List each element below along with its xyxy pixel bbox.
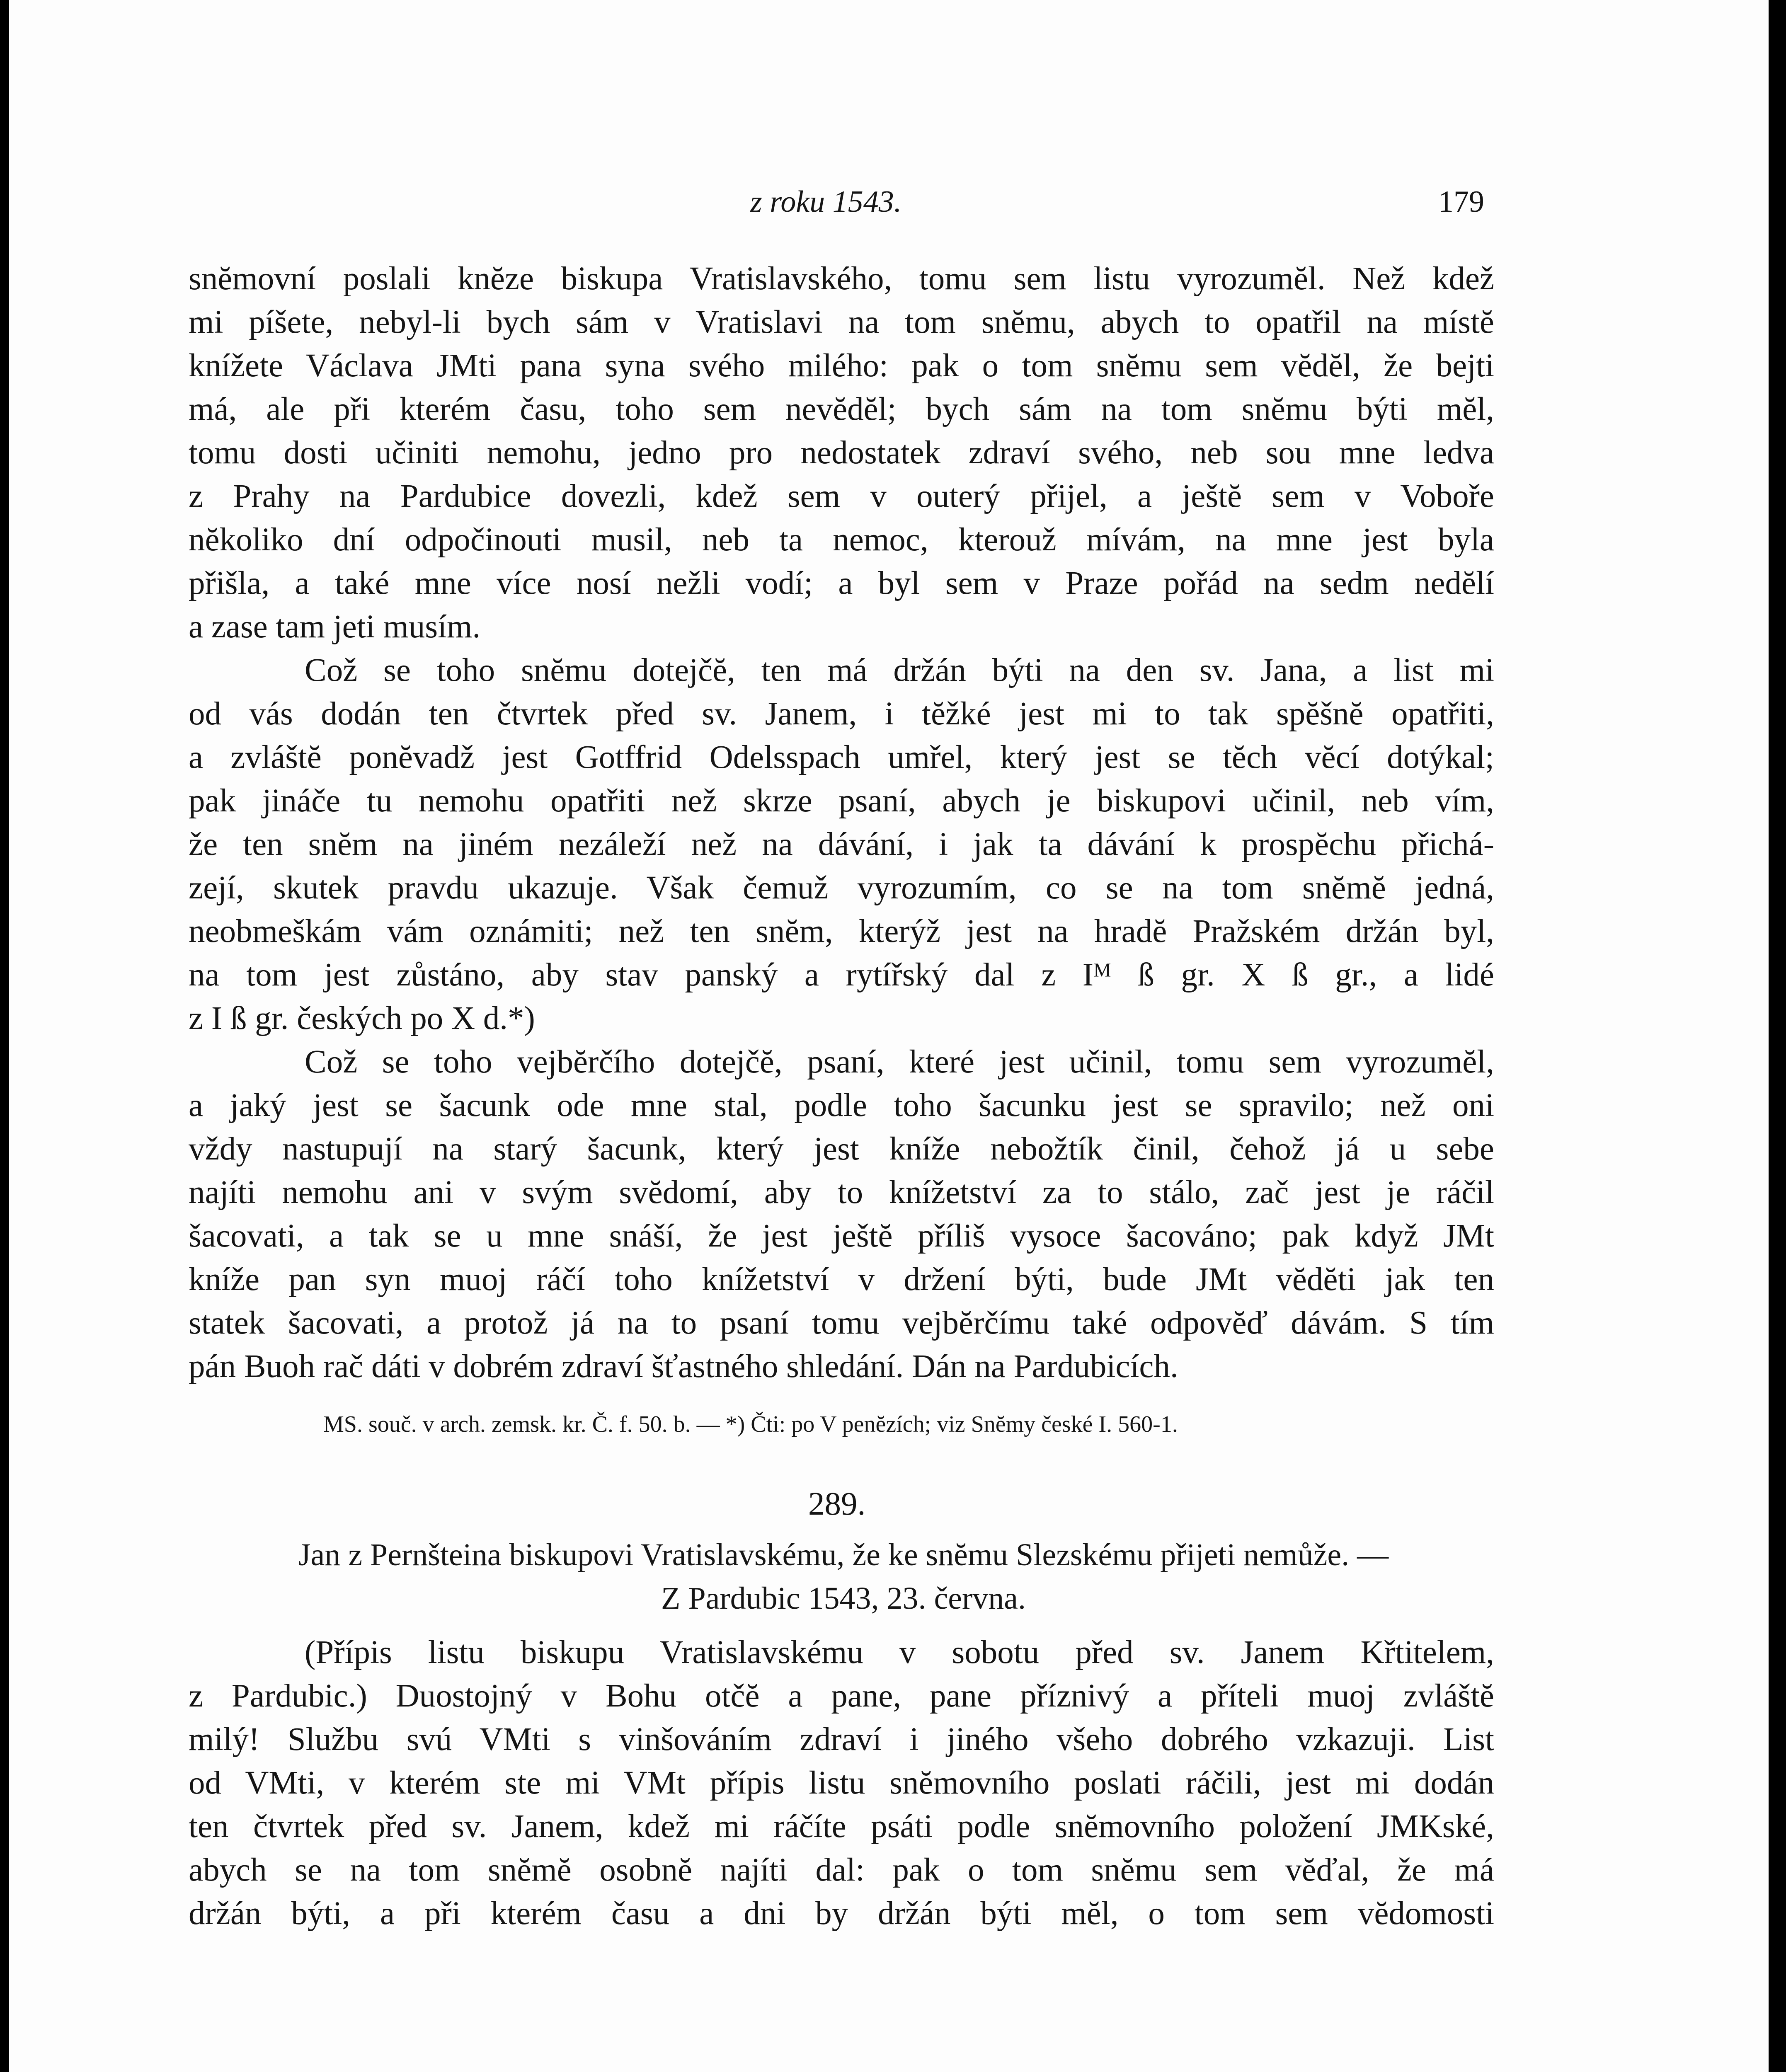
paragraph-lines <box>189 1040 1494 1388</box>
scan-border-right <box>1769 0 1786 2072</box>
source-footnote: MS. souč. v arch. zemsk. kr. Č. f. 50. b. — *) Čti: po V penĕzích; viz Snĕmy české I. 560-1. <box>323 1411 1178 1437</box>
text-line: pán Buoh rač dáti v dobrém zdraví šťastného shledání. Dán na Pardubicích. <box>189 1348 1178 1385</box>
paragraph-lines <box>189 649 1494 1040</box>
text-line: nĕkoliko dní odpočinouti musil, neb ta nemoc, kterouž mívám, na mne jest byla <box>189 522 1494 558</box>
text-line: na tom jest zůstáno, aby stav panský a rytířský dal z Iᴹ ß gr. X ß gr., a lidé <box>189 957 1494 993</box>
text-line: držán býti, a při kterém času a dni by držán býti mĕl, o tom sem vĕdomosti <box>189 1895 1494 1932</box>
paragraph-lines <box>189 257 1494 649</box>
page-number: 179 <box>1438 185 1484 219</box>
text-line: má, ale při kterém času, toho sem nevĕdĕl; bych sám na tom snĕmu býti mĕl, <box>189 391 1494 427</box>
text-line: šacovati, a tak se u mne snáší, že jest ještĕ příliš vysoce šacováno; pak když JMt <box>189 1218 1494 1254</box>
text-line: najíti nemohu ani v svým svĕdomí, aby to knížetství za to stálo, zač jest je ráčil <box>189 1174 1494 1210</box>
paragraph-lines <box>189 1631 1494 1935</box>
text-line: od vás dodán ten čtvrtek před sv. Janem, i tĕžké jest mi to tak spĕšnĕ opatřiti, <box>189 696 1494 732</box>
text-line: a zase tam jeti musím. <box>189 609 481 645</box>
text-line: z Pardubic.) Duostojný v Bohu otčĕ a pane, pane příznivý a příteli muoj zvláštĕ <box>189 1678 1494 1714</box>
document-heading-line: Jan z Pernšteina biskupovi Vratislavskému, že ke snĕmu Slezskému přijeti nemůže. — <box>298 1537 1389 1572</box>
document-heading <box>240 1533 1447 1620</box>
text-line: tomu dosti učiniti nemohu, jedno pro nedostatek zdraví svého, neb sou mne ledva <box>189 435 1494 471</box>
text-line: kníže pan syn muoj ráčí toho knížetství v držení býti, bude JMt vĕdĕti jak ten <box>189 1261 1494 1297</box>
text-line: neobmeškám vám oznámiti; než ten snĕm, kterýž jest na hradĕ Pražském držán byl, <box>189 913 1494 949</box>
text-line: z Prahy na Pardubice dovezli, kdež sem v outerý přijel, a ještĕ sem v Voboře <box>189 478 1494 514</box>
text-line: z I ß gr. českých po X d.*) <box>189 1000 535 1036</box>
document-heading-line: Z Pardubic 1543, 23. června. <box>661 1581 1026 1616</box>
text-line: abych se na tom snĕmĕ osobnĕ najíti dal: pak o tom snĕmu sem vĕďal, že má <box>189 1852 1494 1888</box>
paragraph-letter <box>189 1631 1494 1935</box>
text-line: (Přípis listu biskupu Vratislavskému v sobotu před sv. Janem Křtitelem, <box>305 1634 1494 1670</box>
text-line: vždy nastupují na starý šacunk, který jest kníže nebožtík činil, čehož já u sebe <box>189 1131 1494 1167</box>
text-line: že ten snĕm na jiném nezáleží než na dávání, i jak ta dávání k prospĕchu přichá- <box>189 826 1494 862</box>
text-line: zejí, skutek pravdu ukazuje. Však čemuž vyrozumím, co se na tom snĕmĕ jedná, <box>189 870 1494 906</box>
text-line: milý! Službu svú VMti s vinšováním zdraví i jiného všeho dobrého vzkazuji. List <box>189 1721 1494 1757</box>
document-number: 289. <box>808 1486 866 1522</box>
text-line: pak jináče tu nemohu opatřiti než skrze psaní, abych je biskupovi učinil, neb vím, <box>189 783 1494 819</box>
paragraph-vejbercí <box>189 1040 1494 1388</box>
text-line: statek šacovati, a protož já na to psaní tomu vejbĕrčímu také odpovĕď dávám. S tím <box>189 1305 1494 1341</box>
text-line: od VMti, v kterém ste mi VMt přípis listu snĕmovního poslati ráčili, jest mi dodán <box>189 1765 1494 1801</box>
text-line: knížete Václava JMti pana syna svého milého: pak o tom snĕmu sem vĕdĕl, že bejti <box>189 348 1494 384</box>
text-line: Což se toho vejbĕrčího dotejčĕ, psaní, které jest učinil, tomu sem vyrozumĕl, <box>305 1044 1494 1080</box>
text-line: a zvláštĕ ponĕvadž jest Gotffrid Odelsspach umřel, který jest se tĕch vĕcí dotýkal; <box>189 739 1494 775</box>
paragraph-continuation <box>189 257 1494 649</box>
text-line: a jaký jest se šacunk ode mne stal, podle toho šacunku jest se spravilo; než oni <box>189 1087 1494 1123</box>
text-line: mi píšete, nebyl-li bych sám v Vratislavi na tom snĕmu, abych to opatřil na místĕ <box>189 304 1494 340</box>
paragraph-snem <box>189 649 1494 1040</box>
running-head: z roku 1543. <box>750 185 902 219</box>
text-line: přišla, a také mne více nosí nežli vodí; a byl sem v Praze pořád na sedm nedĕlí <box>189 565 1494 601</box>
scan-border-left <box>0 0 9 2072</box>
text-line: snĕmovní poslali knĕze biskupa Vratislavského, tomu sem listu vyrozumĕl. Než kdež <box>189 261 1494 297</box>
text-line: ten čtvrtek před sv. Janem, kdež mi ráčíte psáti podle snĕmovního položení JMKské, <box>189 1808 1494 1844</box>
text-line: Což se toho snĕmu dotejčĕ, ten má držán býti na den sv. Jana, a list mi <box>305 652 1494 688</box>
